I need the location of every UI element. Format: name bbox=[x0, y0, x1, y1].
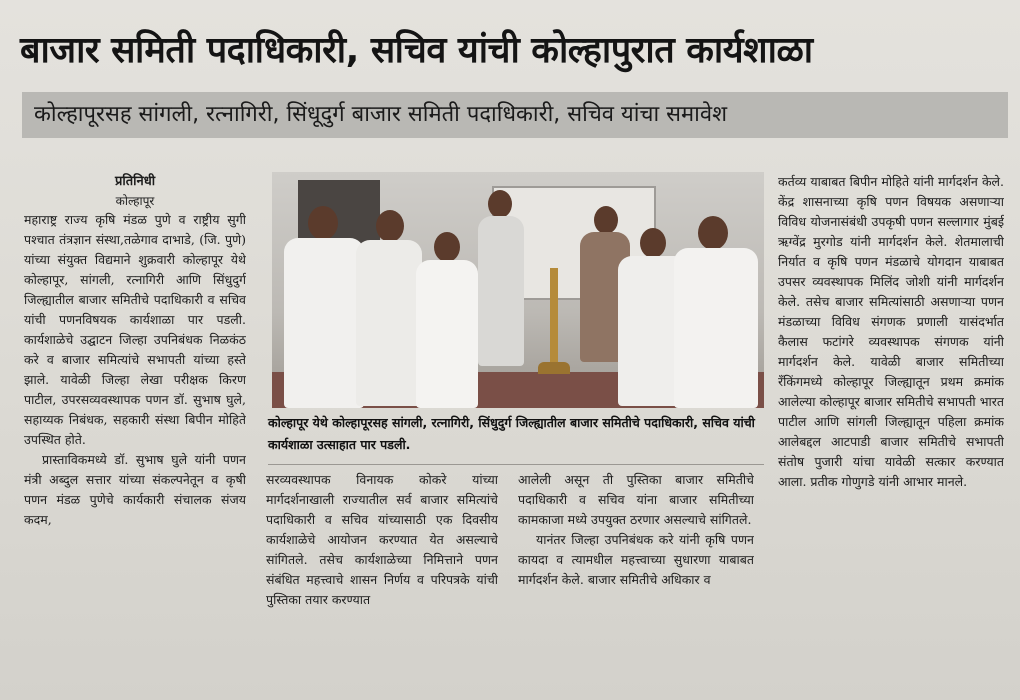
dateline: कोल्हापूर bbox=[115, 194, 155, 208]
photo-lamp-base bbox=[538, 362, 570, 374]
article-column-4 bbox=[778, 172, 1004, 672]
photo-caption: कोल्हापूर येथे कोल्हापूरसह सांगली, रत्नागिरी, सिंधुदुर्ग जिल्ह्यातील बाजार समितीचे पदाधिकारी, सचिव यांची कार्यशाळा उत्साहात पार पडली. bbox=[268, 415, 755, 452]
article-paragraph: आलेली असून ती पुस्तिका बाजार समितीचे पदाधिकारी व सचिव यांना बाजार समितीच्या कामकाजा मध्ये उपयुक्त ठरणार असल्याचे सांगितले. bbox=[518, 472, 754, 527]
photo-oil-lamp bbox=[550, 268, 558, 372]
article-column-1 bbox=[24, 172, 246, 672]
byline: प्रतिनिधी bbox=[114, 174, 156, 189]
article-column-2 bbox=[266, 470, 498, 670]
article-paragraph: यानंतर जिल्हा उपनिबंधक करे यांनी कृषि पणन कायदा व त्यामधील महत्त्वाच्या सुधारणा याबाबत मार्गदर्शन केले. बाजार समितीचे अधिकार व bbox=[518, 532, 754, 587]
news-photo bbox=[272, 172, 764, 408]
article-paragraph: प्रास्ताविकमध्ये डॉ. सुभाष घुले यांनी पणन मंत्री अब्दुल सत्तार यांच्या संकल्पनेतून व कृषी पणन मंडळ पुणेचे कार्यकारी संचालक संजय कदम, bbox=[24, 452, 246, 527]
article-paragraph: सरव्यवस्थापक विनायक कोकरे यांच्या मार्गदर्शनाखाली राज्यातील सर्व बाजार समित्यांचे पदाधिकारी व सचिव यांच्यासाठी एक दिवसीय कार्यशाळेचे आयोजन करण्यात येत असल्याचे सांगितले. तसेच कार्यशाळेच्या निमित्ताने पणन संबंधित महत्त्वाचे शासन निर्णय व परिपत्रके यांची पुस्तिका तयार करण्यात bbox=[266, 472, 498, 607]
article-column-3 bbox=[518, 470, 754, 670]
article-paragraph: महाराष्ट्र राज्य कृषि मंडळ पुणे व राष्ट्रीय सुगी पश्चात तंत्रज्ञान संस्था,तळेगाव दाभाडे, (जि. पुणे) यांच्या संयुक्त विद्यमाने शुक्रवारी कोल्हापूर येथे कोल्हापूर, सांगली, रत्नागिरी आणि सिंधुदुर्ग जिल्ह्यातील बाजार समितीचे पदाधिकारी व सचिव यांची पणनविषयक कार्यशाळा पार पडली. कार्यशाळेचे उद्घाटन जिल्हा उपनिबंधक निळकंठ करे व बाजार समित्यांचे सभापती यांच्या हस्ते झाले. यावेळी जिल्हा लेखा परीक्षक किरण पाटील, उपरसव्यवस्थापक पणन डॉ. सुभाष घुले, सहाय्यक निबंधक, सहकारी संस्था बिपीन मोहिते उपस्थित होते. bbox=[24, 212, 246, 447]
article-paragraph: कर्तव्य याबाबत बिपीन मोहिते यांनी मार्गदर्शन केले. केंद्र शासनाच्या कृषि पणन विषयक असणाऱ्या विविध योजनासंबंधी उपकृषी पणन सल्लागार मुंबई ऋग्वेंद्र मुरगोड यांनी मार्गदर्शन केले. शेतमालाची निर्यात व कृषि पणन मंडळाचे योगदान याबाबत उपसर व्यवस्थापक मिलिंद जोशी यांनी मार्गदर्शन केले. तसेच बाजार समित्यांसाठी असणाऱ्या पणन मंडळाच्या विविध संगणक प्रणाली यासंदर्भात कैलास फटांगरे व्यवस्थापक संगणक यांनी मार्गदर्शन केले. यावेळी बाजार समितीच्या रँकिंगमध्ये कोल्हापूर जिल्ह्यातून प्रथम क्रमांक आलेल्या कोल्हापूर बाजार समितीचे सभापती भारत पाटील आणि सांगली जिल्ह्यातून पहिला क्रमांक आलेबद्दल आटपाडी बाजार समितीचे सभापती संतोष पुजारी यांचा यावेळी सत्कार करण्यात आला. प्रतीक गोणुगडे यांनी आभार मानले. bbox=[778, 174, 1004, 489]
caption-divider bbox=[268, 464, 764, 465]
headline: बाजार समिती पदाधिकारी, सचिव यांची कोल्हापुरात कार्यशाळा bbox=[20, 30, 813, 71]
subheadline: कोल्हापूरसह सांगली, रत्नागिरी, सिंधूदुर्ग बाजार समिती पदाधिकारी, सचिव यांचा समावेश bbox=[22, 92, 1008, 138]
